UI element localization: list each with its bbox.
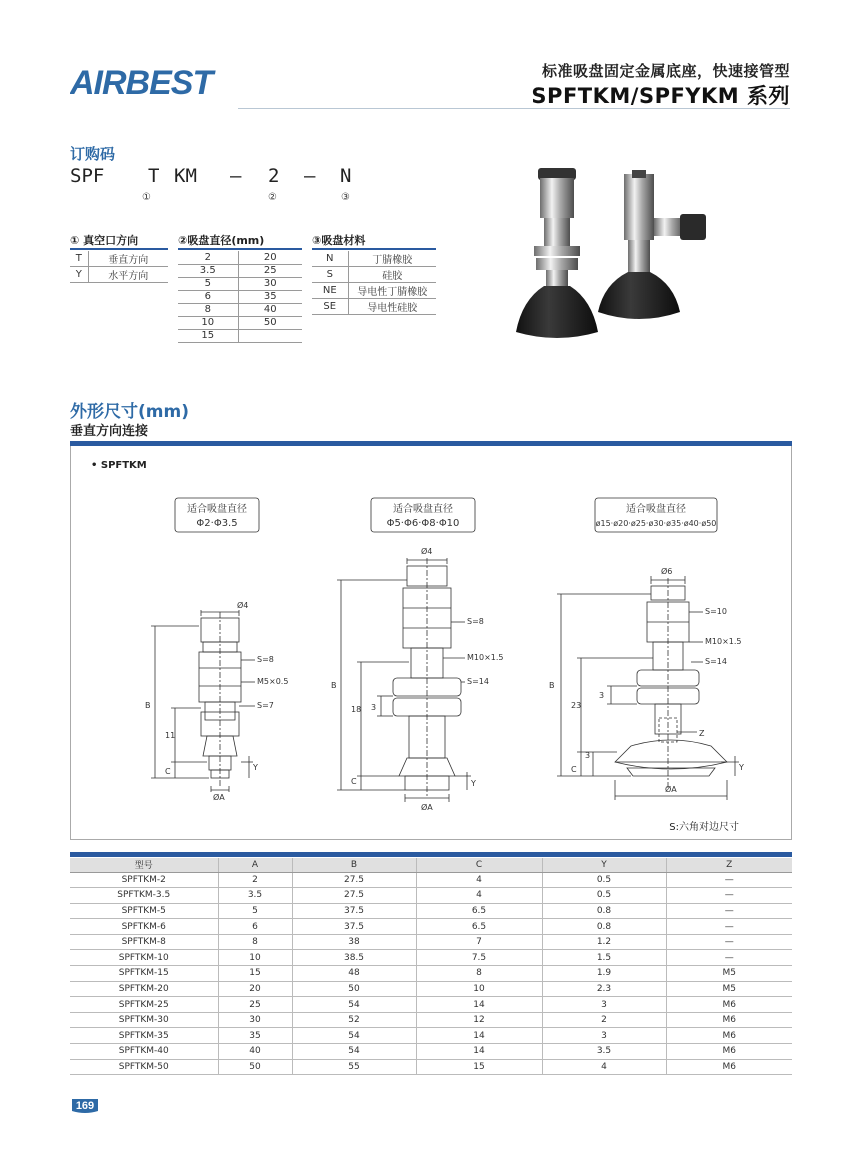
dim-label: S=7 [257, 701, 274, 710]
product-photo [500, 160, 730, 350]
table-row: T 垂直方向 [70, 251, 168, 267]
code-part: N [340, 165, 352, 187]
dim-label: Ø4 [421, 547, 433, 556]
dim-label: ØA [665, 785, 677, 794]
table-row: 15 [178, 329, 302, 342]
code-part: – [230, 165, 242, 187]
marker-2: ② [268, 192, 277, 203]
direction-table-title: ① 真空口方向 [70, 234, 139, 247]
callout-line1: 适合吸盘直径 [187, 504, 247, 515]
table-bar [70, 852, 792, 857]
table-row: SPFTKM-30 30 52 12 2 M6 [70, 1012, 792, 1028]
table-row: SPFTKM-15 15 48 8 1.9 M5 [70, 966, 792, 982]
code-part: T [148, 165, 160, 187]
callout-line1: 适合吸盘直径 [626, 504, 686, 515]
header-subtitle: 标准吸盘固定金属底座，快速接管型 [541, 62, 790, 80]
dim-label: Z [699, 729, 705, 738]
table-row: 3.5 25 [178, 264, 302, 277]
dim-label: Y [253, 763, 258, 772]
drawing-medium [337, 558, 471, 802]
table-row: SPFTKM-35 35 54 14 3 M6 [70, 1028, 792, 1044]
dim-label: 11 [165, 731, 176, 740]
table-row: SPFTKM-2 2 27.5 4 0.5 — [70, 872, 792, 888]
dim-label: S=14 [467, 677, 489, 686]
dim-label: B [331, 681, 337, 690]
airbest-logo [70, 62, 242, 102]
table-rule [312, 248, 436, 250]
dim-label: Y [471, 779, 476, 788]
dim-label: S=8 [257, 655, 274, 664]
hex-size-note: S:六角对边尺寸 [669, 822, 739, 833]
dimension-drawings [71, 446, 793, 840]
dim-label: C [571, 765, 577, 774]
table-row: SPFTKM-3.5 3.5 27.5 4 0.5 — [70, 888, 792, 904]
table-header-row [70, 858, 792, 872]
model-label: • SPFTKM [91, 460, 147, 471]
table-rule [178, 248, 302, 250]
table-rule [70, 248, 168, 250]
table-row: SPFTKM-5 5 37.5 6.5 0.8 — [70, 903, 792, 919]
header-divider [238, 108, 790, 109]
dim-label: S=14 [705, 657, 727, 666]
code-part: 2 [268, 165, 280, 187]
dim-label: C [165, 767, 171, 776]
svg-text:AIRBEST: AIRBEST [70, 64, 213, 102]
dim-label: B [549, 681, 555, 690]
code-part: KM [174, 165, 197, 187]
header-series: SPFTKM/SPFYKM 系列 [531, 84, 790, 108]
table-row: 2 20 [178, 251, 302, 264]
callout-line2: Φ5·Φ6·Φ8·Φ10 [386, 518, 460, 529]
col-b: B [292, 858, 416, 872]
code-part: SPF [70, 165, 105, 187]
table-row: 10 50 [178, 316, 302, 329]
diameter-table [178, 251, 302, 343]
dim-label: 3 [371, 703, 377, 712]
dimensions-subtitle: 垂直方向连接 [70, 424, 149, 439]
col-z: Z [666, 858, 792, 872]
marker-3: ③ [341, 192, 350, 203]
dim-label: Ø6 [661, 567, 673, 576]
table-row: SE 导电性硅胶 [312, 299, 436, 315]
col-model: 型号 [70, 858, 218, 872]
table-row: SPFTKM-50 50 55 15 4 M6 [70, 1059, 792, 1075]
dim-label: C [351, 777, 357, 786]
table-row: N 丁腈橡胶 [312, 251, 436, 267]
table-row: 5 30 [178, 277, 302, 290]
table-row: Y 水平方向 [70, 267, 168, 283]
table-row: SPFTKM-8 8 38 7 1.2 — [70, 934, 792, 950]
dim-label: S=10 [705, 607, 727, 616]
spec-table [70, 858, 792, 1075]
material-table [312, 251, 436, 315]
dim-label: ØA [213, 793, 225, 802]
drawing-small [151, 610, 255, 792]
dim-label: Y [739, 763, 744, 772]
diameter-table-title: ②吸盘直径(mm) [178, 234, 265, 247]
table-row: SPFTKM-20 20 50 10 2.3 M5 [70, 981, 792, 997]
table-row: S 硅胶 [312, 267, 436, 283]
direction-table [70, 251, 168, 283]
dimension-drawing-panel [70, 446, 792, 840]
marker-1: ① [142, 192, 151, 203]
dim-label: 3 [585, 751, 591, 760]
table-row: SPFTKM-10 10 38.5 7.5 1.5 — [70, 950, 792, 966]
page-number [70, 1097, 100, 1115]
material-table-title: ③吸盘材料 [312, 234, 366, 247]
dim-label: M10×1.5 [705, 637, 742, 646]
dim-label: 18 [351, 705, 362, 714]
table-row: SPFTKM-6 6 37.5 6.5 0.8 — [70, 919, 792, 935]
col-a: A [218, 858, 292, 872]
table-row: SPFTKM-40 40 54 14 3.5 M6 [70, 1044, 792, 1060]
dim-label: 3 [599, 691, 605, 700]
callout-line1: 适合吸盘直径 [393, 504, 453, 515]
dim-label: Ø4 [237, 601, 249, 610]
code-part: – [304, 165, 316, 187]
callout-line2: ø15·ø20·ø25·ø30·ø35·ø40·ø50 [595, 519, 717, 528]
dim-label: M10×1.5 [467, 653, 504, 662]
col-c: C [416, 858, 542, 872]
dim-label: B [145, 701, 151, 710]
dim-label: 23 [571, 701, 582, 710]
dimensions-title: 外形尺寸(mm) [70, 402, 189, 422]
table-row: 6 35 [178, 290, 302, 303]
table-row: 8 40 [178, 303, 302, 316]
order-code-title: 订购码 [70, 145, 116, 163]
dim-label: S=8 [467, 617, 484, 626]
table-row: SPFTKM-25 25 54 14 3 M6 [70, 997, 792, 1013]
callout-line2: Φ2·Φ3.5 [196, 518, 238, 529]
dim-label: M5×0.5 [257, 677, 289, 686]
svg-text:169: 169 [75, 1100, 95, 1112]
col-y: Y [542, 858, 666, 872]
dim-label: ØA [421, 803, 433, 812]
table-row: NE 导电性丁腈橡胶 [312, 283, 436, 299]
